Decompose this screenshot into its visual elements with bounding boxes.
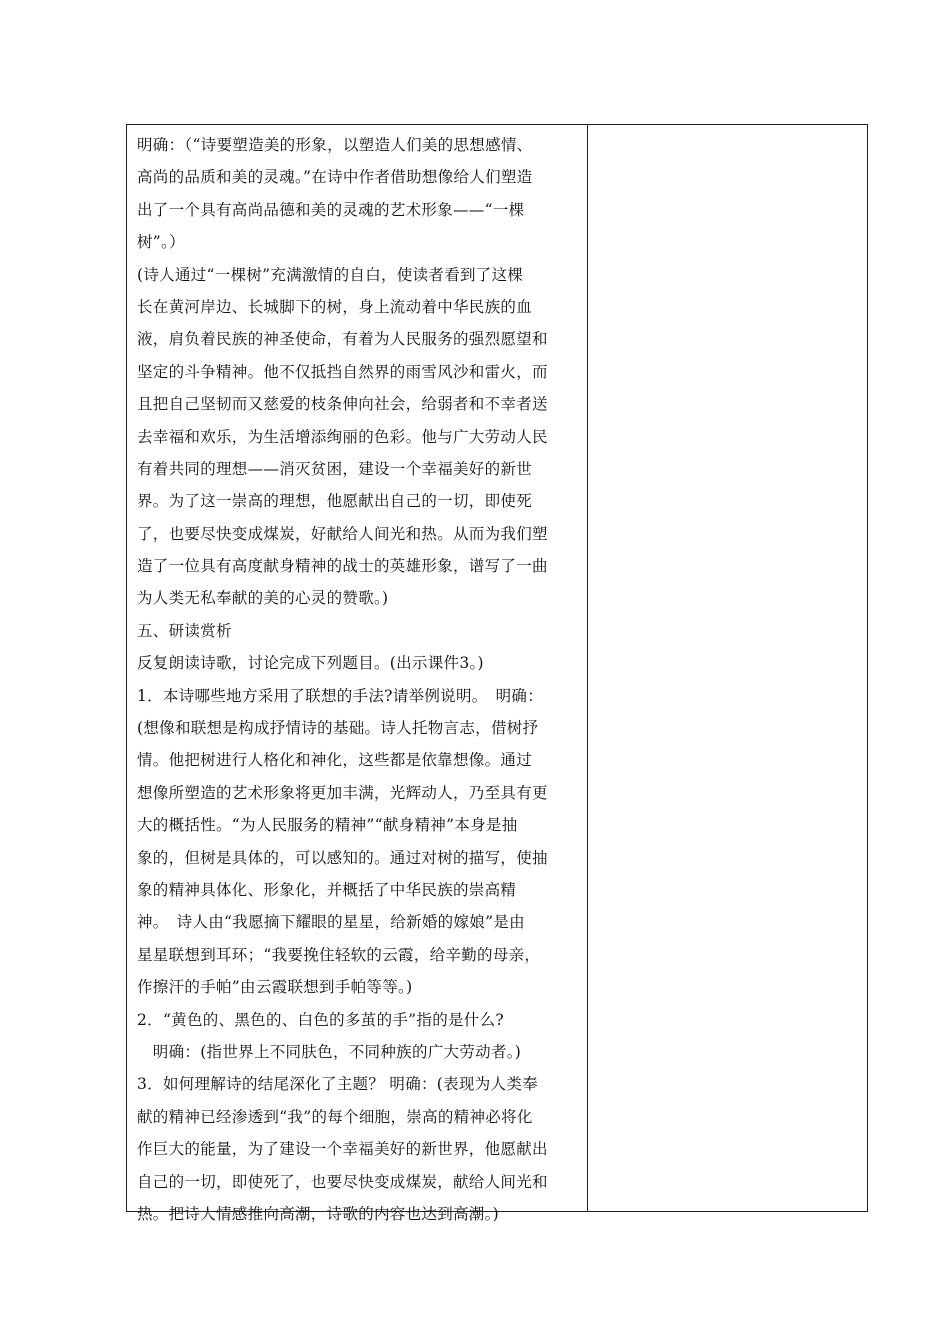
text-line: 长在黄河岸边、长城脚下的树，身上流动着中华民族的血 <box>137 297 533 316</box>
text-line: 坚定的斗争精神。他不仅抵挡自然界的雨雪风沙和雷火，而 <box>137 362 548 381</box>
text-line: 去幸福和欢乐，为生活增添绚丽的色彩。他与广大劳动人民 <box>137 427 548 446</box>
text-line: 高尚的品质和美的灵魂。”在诗中作者借助想像给人们塑造 <box>137 168 533 187</box>
text-line: 造了一位具有高度献身精神的战士的英雄形象，谱写了一曲 <box>137 557 548 576</box>
text-line: 大的概括性。“为人民服务的精神”“献身精神”本身是抽 <box>137 816 518 835</box>
text-line: 热。把诗人情感推向高潮，诗歌的内容也达到高潮。) <box>137 1204 499 1223</box>
text-line: 反复朗读诗歌，讨论完成下列题目。(出示课件3。) <box>137 654 484 673</box>
text-line: 2．“黄色的、黑色的、白色的多茧的手”指的是什么? <box>137 1010 505 1029</box>
text-line: 象的精神具体化、形象化，并概括了中华民族的崇高精 <box>137 880 517 899</box>
text-line: 星星联想到耳环；“我要挽住轻软的云霞，给辛勤的母亲， <box>137 945 541 964</box>
lesson-table <box>126 124 868 1223</box>
text-line: 象的，但树是具体的，可以感知的。通过对树的描写，使抽 <box>137 848 548 867</box>
text-line: 为人类无私奉献的美的心灵的赞歌。) <box>137 589 389 608</box>
text-line: 神。 诗人由“我愿摘下耀眼的星星，给新婚的嫁娘”是由 <box>137 913 525 932</box>
text-line: 且把自己坚韧而又慈爱的枝条伸向社会，给弱者和不幸者送 <box>137 395 548 414</box>
text-line: 了，也要尽快变成煤炭，好献给人间光和热。从而为我们塑 <box>137 524 548 543</box>
text-line: 有着共同的理想——消灭贫困，建设一个幸福美好的新世 <box>137 459 533 478</box>
text-line: 出了一个具有高尚品德和美的灵魂的艺术形象——“一棵 <box>137 200 525 219</box>
text-line: 界。为了这一崇高的理想，他愿献出自己的一切，即使死 <box>137 492 533 511</box>
text-line: 明确：（“诗要塑造美的形象，以塑造人们美的思想感情、 <box>137 136 533 154</box>
text-line: 1．本诗哪些地方采用了联想的手法?请举例说明。 明确： <box>137 686 544 705</box>
text-line: 树”。） <box>137 233 185 252</box>
text-line: 情。他把树进行人格化和神化，这些都是依靠想像。通过 <box>137 751 533 770</box>
text-line: 献的精神已经渗透到“我”的每个细胞，崇高的精神必将化 <box>137 1107 533 1126</box>
notes-cell <box>588 125 867 1211</box>
text-line: 明确：(指世界上不同肤色，不同种族的广大劳动者。) <box>137 1042 522 1061</box>
text-line: 五、研读赏析 <box>137 621 232 640</box>
text-line: 液，肩负着民族的神圣使命，有着为人民服务的强烈愿望和 <box>137 330 548 349</box>
lesson-content-cell <box>127 125 588 1223</box>
text-line: 3．如何理解诗的结尾深化了主题？ 明确：(表现为人类奉 <box>137 1075 538 1094</box>
text-line: (诗人通过“一棵树”充满激情的自白，使读者看到了这棵 <box>137 265 524 284</box>
text-line: 想像所塑造的艺术形象将更加丰满，光辉动人，乃至具有更 <box>137 783 548 802</box>
text-line: (想像和联想是构成抒情诗的基础。诗人托物言志，借树抒 <box>137 719 539 738</box>
text-line: 作擦汗的手帕”由云霞联想到手帕等等。) <box>137 978 413 997</box>
text-line: 自己的一切，即使死了，也要尽快变成煤炭，献给人间光和 <box>137 1172 548 1191</box>
text-line: 作巨大的能量，为了建设一个幸福美好的新世界，他愿献出 <box>137 1140 548 1159</box>
